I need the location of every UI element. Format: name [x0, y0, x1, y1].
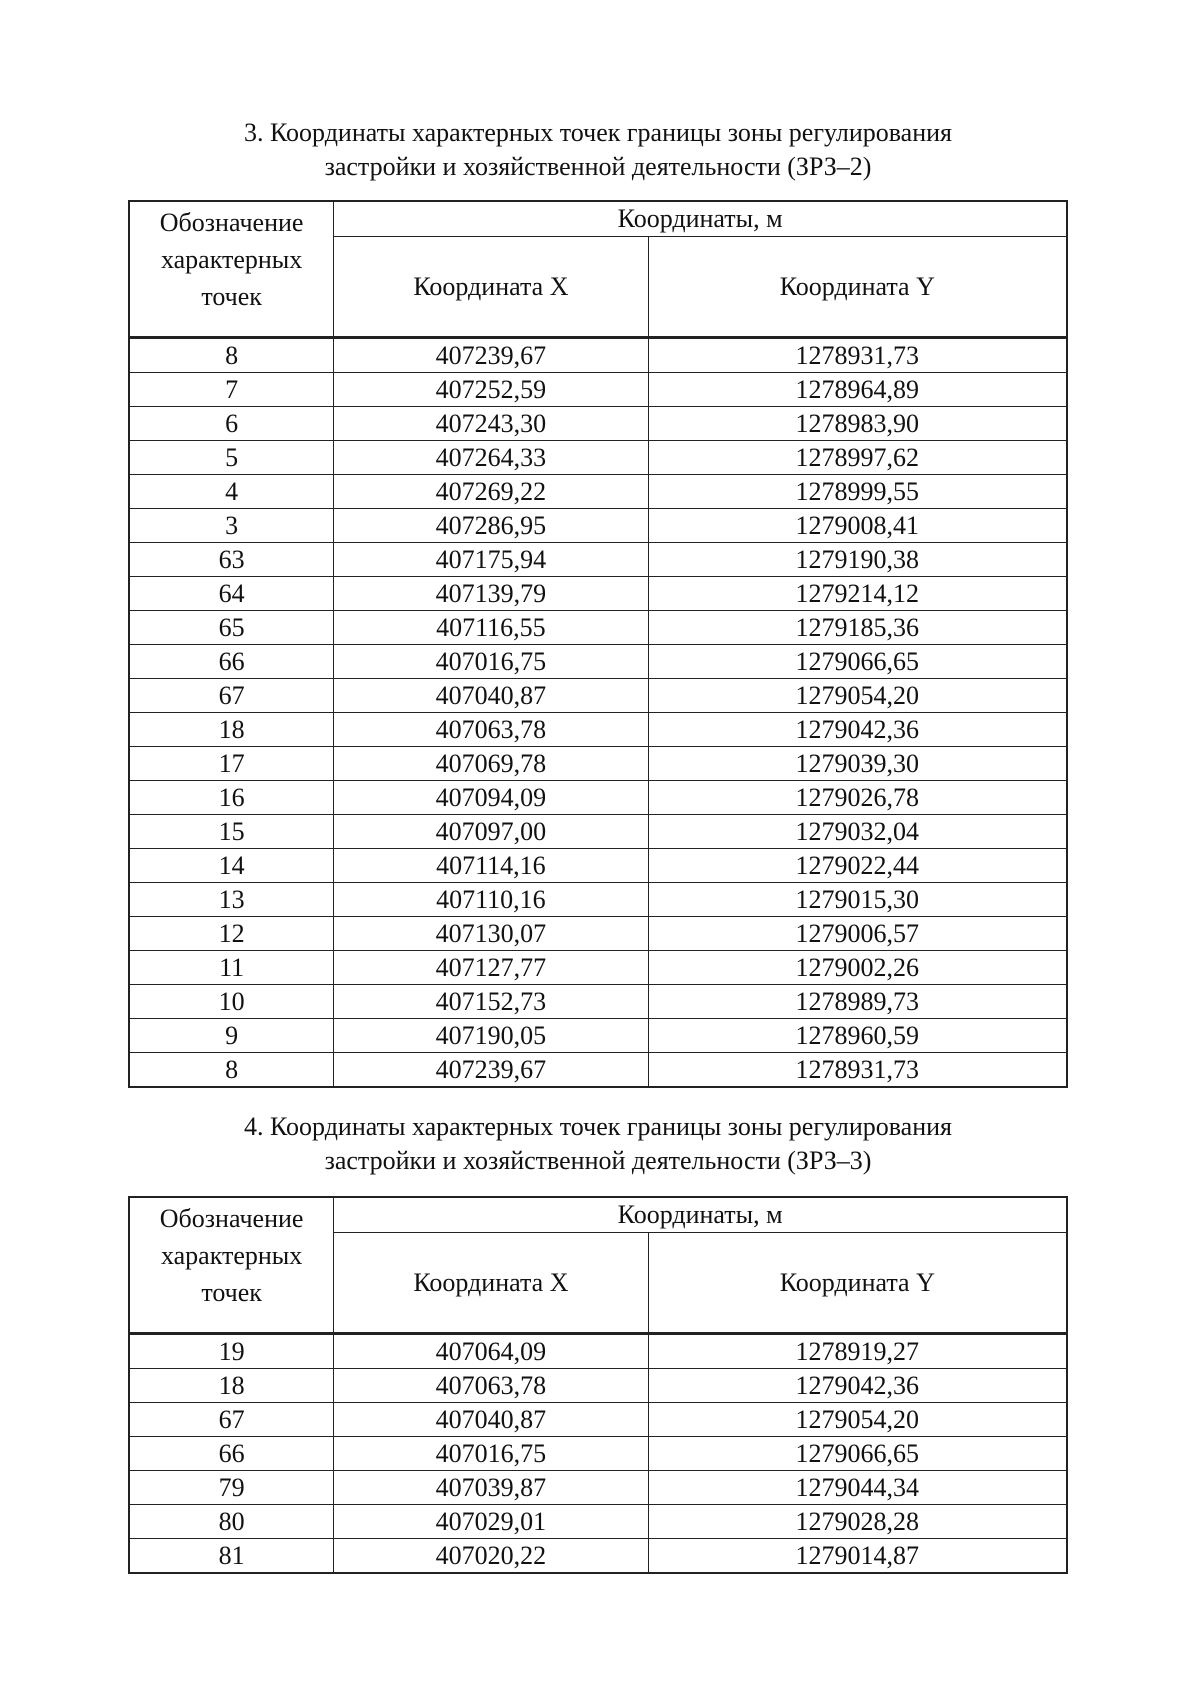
table-row	[129, 951, 1067, 985]
coordinate-x-cell: 407139,79	[334, 577, 648, 611]
header-y: Координата Y	[648, 1233, 1067, 1334]
point-number-cell: 17	[129, 747, 334, 781]
point-number-cell: 10	[129, 985, 334, 1019]
coordinate-y-cell: 1278997,62	[648, 441, 1067, 475]
coordinate-x-cell: 407116,55	[334, 611, 648, 645]
coordinate-x-cell: 407040,87	[334, 679, 648, 713]
coordinate-x-cell: 407063,78	[334, 1369, 648, 1403]
coordinate-x-cell: 407190,05	[334, 1019, 648, 1053]
header-designation-line: характерных	[160, 1241, 303, 1270]
point-number-cell: 7	[129, 373, 334, 407]
table-row	[129, 1334, 1067, 1369]
coordinate-x-cell: 407252,59	[334, 373, 648, 407]
table-row	[129, 1505, 1067, 1539]
coordinate-x-cell: 407239,67	[334, 338, 648, 373]
coordinate-x-cell: 407110,16	[334, 883, 648, 917]
table-row	[129, 849, 1067, 883]
table-row	[129, 917, 1067, 951]
point-number-cell: 14	[129, 849, 334, 883]
point-number-cell: 9	[129, 1019, 334, 1053]
coordinate-y-cell: 1278919,27	[648, 1334, 1067, 1369]
coordinate-x-cell: 407039,87	[334, 1471, 648, 1505]
table-row	[129, 407, 1067, 441]
header-x: Координата X	[334, 237, 648, 338]
coordinate-x-cell: 407063,78	[334, 713, 648, 747]
table-row	[129, 611, 1067, 645]
coordinate-y-cell: 1279008,41	[648, 509, 1067, 543]
coordinate-x-cell: 407264,33	[334, 441, 648, 475]
coordinate-y-cell: 1279185,36	[648, 611, 1067, 645]
point-number-cell: 5	[129, 441, 334, 475]
point-number-cell: 12	[129, 917, 334, 951]
point-number-cell: 8	[129, 338, 334, 373]
coordinates-table	[128, 200, 1068, 1088]
table-row	[129, 441, 1067, 475]
point-number-cell: 65	[129, 611, 334, 645]
table-row	[129, 713, 1067, 747]
coordinate-y-cell: 1278989,73	[648, 985, 1067, 1019]
point-number-cell: 11	[129, 951, 334, 985]
coordinate-y-cell: 1279054,20	[648, 679, 1067, 713]
point-number-cell: 18	[129, 713, 334, 747]
point-number-cell: 13	[129, 883, 334, 917]
coordinate-y-cell: 1279006,57	[648, 917, 1067, 951]
coordinate-y-cell: 1279066,65	[648, 1437, 1067, 1471]
table-row	[129, 883, 1067, 917]
section-title-line: 3. Координаты характерных точек границы зоны регулирования	[244, 118, 952, 147]
coordinate-x-cell: 407020,22	[334, 1539, 648, 1574]
table-row	[129, 1471, 1067, 1505]
header-designation-line: Обозначение	[159, 1204, 304, 1233]
coordinate-x-cell: 407269,22	[334, 475, 648, 509]
header-designation	[129, 1197, 334, 1334]
coordinate-y-cell: 1279032,04	[648, 815, 1067, 849]
coordinate-x-cell: 407130,07	[334, 917, 648, 951]
table-row	[129, 509, 1067, 543]
point-number-cell: 66	[129, 645, 334, 679]
coordinate-x-cell: 407064,09	[334, 1334, 648, 1369]
coordinate-y-cell: 1279044,34	[648, 1471, 1067, 1505]
coordinate-x-cell: 407286,95	[334, 509, 648, 543]
point-number-cell: 79	[129, 1471, 334, 1505]
coordinate-y-cell: 1279190,38	[648, 543, 1067, 577]
coordinate-x-cell: 407114,16	[334, 849, 648, 883]
header-coordinates: Координаты, м	[334, 1197, 1067, 1233]
point-number-cell: 6	[129, 407, 334, 441]
coordinate-x-cell: 407016,75	[334, 1437, 648, 1471]
header-coordinates: Координаты, м	[334, 201, 1067, 237]
coordinate-y-cell: 1278964,89	[648, 373, 1067, 407]
table-row	[129, 1053, 1067, 1088]
coordinate-x-cell: 407069,78	[334, 747, 648, 781]
header-designation-line: точек	[201, 1278, 262, 1307]
coordinate-x-cell: 407239,67	[334, 1053, 648, 1088]
section-title	[128, 1110, 1068, 1178]
coordinate-y-cell: 1279042,36	[648, 1369, 1067, 1403]
coordinate-x-cell: 407029,01	[334, 1505, 648, 1539]
point-number-cell: 63	[129, 543, 334, 577]
table-row	[129, 1403, 1067, 1437]
table-row	[129, 747, 1067, 781]
coordinate-y-cell: 1279014,87	[648, 1539, 1067, 1574]
point-number-cell: 15	[129, 815, 334, 849]
table-row	[129, 815, 1067, 849]
table-row	[129, 1369, 1067, 1403]
point-number-cell: 3	[129, 509, 334, 543]
section-title	[128, 116, 1068, 184]
table-row	[129, 373, 1067, 407]
coordinate-y-cell: 1278999,55	[648, 475, 1067, 509]
table-row	[129, 577, 1067, 611]
header-designation-line: точек	[201, 282, 262, 311]
table-row	[129, 679, 1067, 713]
point-number-cell: 16	[129, 781, 334, 815]
coordinate-x-cell: 407016,75	[334, 645, 648, 679]
section-title-line: 4. Координаты характерных точек границы зоны регулирования	[244, 1112, 952, 1141]
section-title-line: застройки и хозяйственной деятельности (ЗРЗ–3)	[324, 1146, 872, 1175]
point-number-cell: 8	[129, 1053, 334, 1088]
coordinate-y-cell: 1278960,59	[648, 1019, 1067, 1053]
table-row	[129, 1437, 1067, 1471]
coordinate-y-cell: 1278983,90	[648, 407, 1067, 441]
coordinate-y-cell: 1279002,26	[648, 951, 1067, 985]
coordinate-y-cell: 1279054,20	[648, 1403, 1067, 1437]
point-number-cell: 66	[129, 1437, 334, 1471]
header-x: Координата X	[334, 1233, 648, 1334]
coordinate-y-cell: 1279066,65	[648, 645, 1067, 679]
point-number-cell: 80	[129, 1505, 334, 1539]
table-body	[129, 1334, 1067, 1574]
header-designation	[129, 201, 334, 338]
table-body	[129, 338, 1067, 1088]
table-row	[129, 781, 1067, 815]
point-number-cell: 19	[129, 1334, 334, 1369]
coordinate-x-cell: 407152,73	[334, 985, 648, 1019]
point-number-cell: 81	[129, 1539, 334, 1574]
table-row	[129, 985, 1067, 1019]
coordinate-y-cell: 1279022,44	[648, 849, 1067, 883]
coordinates-table	[128, 1196, 1068, 1574]
point-number-cell: 64	[129, 577, 334, 611]
coordinate-y-cell: 1278931,73	[648, 1053, 1067, 1088]
coordinate-x-cell: 407127,77	[334, 951, 648, 985]
table-row	[129, 475, 1067, 509]
point-number-cell: 18	[129, 1369, 334, 1403]
coordinate-x-cell: 407040,87	[334, 1403, 648, 1437]
point-number-cell: 67	[129, 1403, 334, 1437]
coordinate-x-cell: 407175,94	[334, 543, 648, 577]
coordinate-x-cell: 407094,09	[334, 781, 648, 815]
point-number-cell: 67	[129, 679, 334, 713]
header-y: Координата Y	[648, 237, 1067, 338]
coordinate-y-cell: 1279015,30	[648, 883, 1067, 917]
section-title-line: застройки и хозяйственной деятельности (ЗРЗ–2)	[324, 152, 872, 181]
coordinate-x-cell: 407243,30	[334, 407, 648, 441]
coordinate-y-cell: 1279214,12	[648, 577, 1067, 611]
point-number-cell: 4	[129, 475, 334, 509]
coordinate-y-cell: 1278931,73	[648, 338, 1067, 373]
table-row	[129, 1019, 1067, 1053]
coordinate-y-cell: 1279028,28	[648, 1505, 1067, 1539]
coordinate-x-cell: 407097,00	[334, 815, 648, 849]
coordinate-y-cell: 1279026,78	[648, 781, 1067, 815]
table-row	[129, 338, 1067, 373]
table-row	[129, 543, 1067, 577]
header-designation-line: характерных	[160, 245, 303, 274]
header-designation-line: Обозначение	[159, 208, 304, 237]
coordinate-y-cell: 1279039,30	[648, 747, 1067, 781]
table-row	[129, 645, 1067, 679]
table-row	[129, 1539, 1067, 1574]
coordinate-y-cell: 1279042,36	[648, 713, 1067, 747]
